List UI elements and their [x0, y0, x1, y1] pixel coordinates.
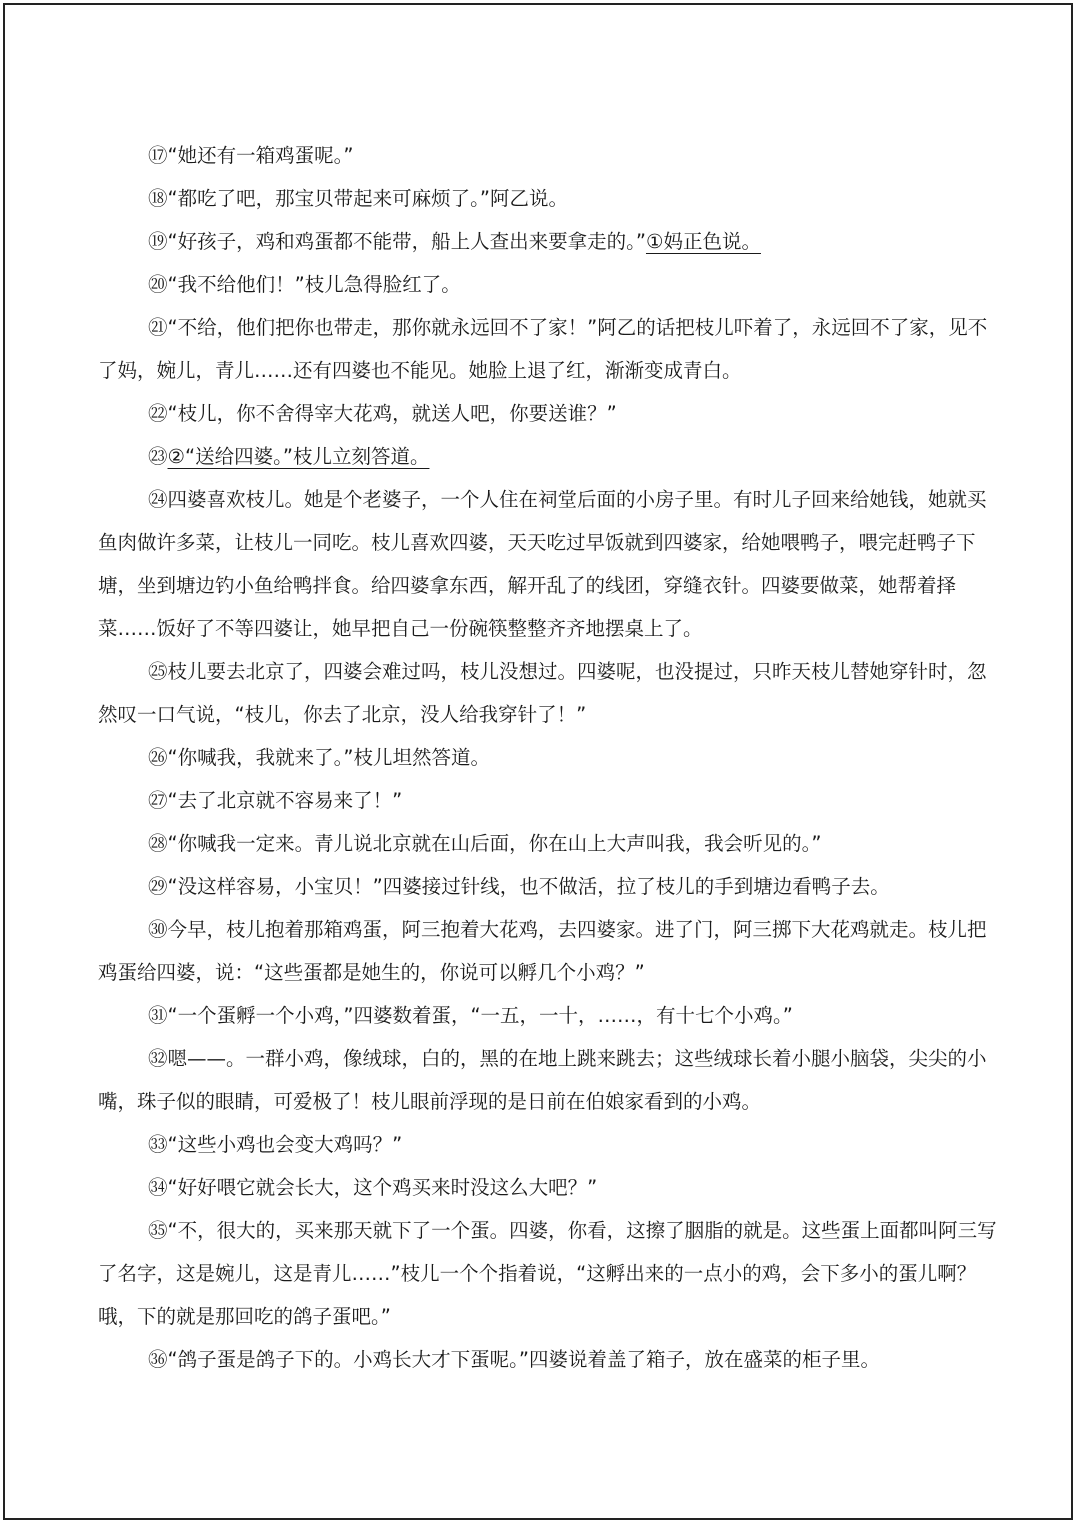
paragraph-text: ㉞“好好喂它就会长大，这个鸡买来时没这么大吧？” [148, 1176, 598, 1199]
paragraph-text: ㉚今早，枝儿抱着那箱鸡蛋，阿三抱着大花鸡，去四婆家。进了门，阿三掷下大花鸡就走。枝儿把鸡蛋给四婆，说：“这些蛋都是她生的，你说可以孵几个小鸡？” [98, 918, 987, 984]
paragraph-text: ㊱“鸽子蛋是鸽子下的。小鸡长大才下蛋呢。”四婆说着盖了箱子，放在盛菜的柜子里。 [148, 1348, 880, 1371]
paragraph-21 [98, 306, 998, 392]
paragraph-26 [98, 736, 998, 779]
paragraph-32 [98, 1037, 998, 1123]
underlined-sentence-1: ①妈正色说。 [645, 230, 761, 253]
paragraph-25 [98, 650, 998, 736]
paragraph-20 [98, 263, 998, 306]
paragraph-text: ㉕枝儿要去北京了，四婆会难过吗，枝儿没想过。四婆呢，也没提过，只昨天枝儿替她穿针时，忽然叹一口气说，“枝儿，你去了北京，没人给我穿针了！” [98, 660, 987, 726]
paragraph-text: ㉜嗯——。一群小鸡，像绒球，白的，黑的在地上跳来跳去；这些绒球长着小腿小脑袋，尖尖的小嘴，珠子似的眼睛，可爱极了！枝儿眼前浮现的是日前在伯娘家看到的小鸡。 [98, 1047, 987, 1113]
paragraph-text: ⑲“好孩子，鸡和鸡蛋都不能带，船上人查出来要拿走的。” [148, 230, 646, 253]
paragraph-34 [98, 1166, 998, 1209]
paragraph-23 [98, 435, 998, 478]
paragraph-text: ㉟“不，很大的，买来那天就下了一个蛋。四婆，你看，这擦了胭脂的就是。这些蛋上面都叫阿三写了名字，这是婉儿，这是青儿……”枝儿一个个指着说，“这孵出来的一点小的鸡，会下多小的蛋儿啊？哦，下的就是那回吃的鸽子蛋吧。” [98, 1219, 997, 1328]
document-body [98, 134, 998, 1381]
paragraph-text: ㉛“一个蛋孵一个小鸡，”四婆数着蛋，“一五，一十，……，有十七个小鸡。” [148, 1004, 793, 1027]
paragraph-text: ㉔四婆喜欢枝儿。她是个老婆子，一个人住在祠堂后面的小房子里。有时儿子回来给她钱，她就买鱼肉做许多菜，让枝儿一同吃。枝儿喜欢四婆，天天吃过早饭就到四婆家，给她喂鸭子，喂完赶鸭子下塘，坐到塘边钓小鱼给鸭拌食。给四婆拿东西，解开乱了的线团，穿缝衣针。四婆要做菜，她帮着择菜……饭好了不等四婆让，她早把自己一份碗筷整整齐齐地摆桌上了。 [98, 488, 987, 640]
paragraph-text: ㉙“没这样容易，小宝贝！”四婆接过针线，也不做活，拉了枝儿的手到塘边看鸭子去。 [148, 875, 890, 898]
paragraph-30 [98, 908, 998, 994]
paragraph-27 [98, 779, 998, 822]
paragraph-text: ⑰“她还有一箱鸡蛋呢。” [148, 144, 354, 167]
paragraph-28 [98, 822, 998, 865]
paragraph-29 [98, 865, 998, 908]
paragraph-24 [98, 478, 998, 650]
paragraph-19 [98, 220, 998, 263]
paragraph-text: ㉑“不给，他们把你也带走，那你就永远回不了家！”阿乙的话把枝儿吓着了，永远回不了家，见不了妈，婉儿，青儿……还有四婆也不能见。她脸上退了红，渐渐变成青白。 [98, 316, 988, 382]
paragraph-31 [98, 994, 998, 1037]
paragraph-text: ⑳“我不给他们！”枝儿急得脸红了。 [148, 273, 461, 296]
paragraph-22 [98, 392, 998, 435]
paragraph-35 [98, 1209, 998, 1338]
paragraph-text: ㉘“你喊我一定来。青儿说北京就在山后面，你在山上大声叫我，我会听见的。” [148, 832, 822, 855]
paragraph-33 [98, 1123, 998, 1166]
paragraph-18 [98, 177, 998, 220]
paragraph-number: ㉓ [148, 445, 168, 468]
paragraph-text: ㉖“你喊我，我就来了。”枝儿坦然答道。 [148, 746, 490, 769]
underlined-sentence-2: ②“送给四婆。”枝儿立刻答道。 [167, 445, 430, 468]
paragraph-17 [98, 134, 998, 177]
paragraph-text: ㉗“去了北京就不容易来了！” [148, 789, 403, 812]
paragraph-text: ⑱“都吃了吧，那宝贝带起来可麻烦了。”阿乙说。 [148, 187, 568, 210]
paragraph-text: ㉝“这些小鸡也会变大鸡吗？” [148, 1133, 403, 1156]
paragraph-text: ㉒“枝儿，你不舍得宰大花鸡，就送人吧，你要送谁？” [148, 402, 617, 425]
paragraph-36 [98, 1338, 998, 1381]
